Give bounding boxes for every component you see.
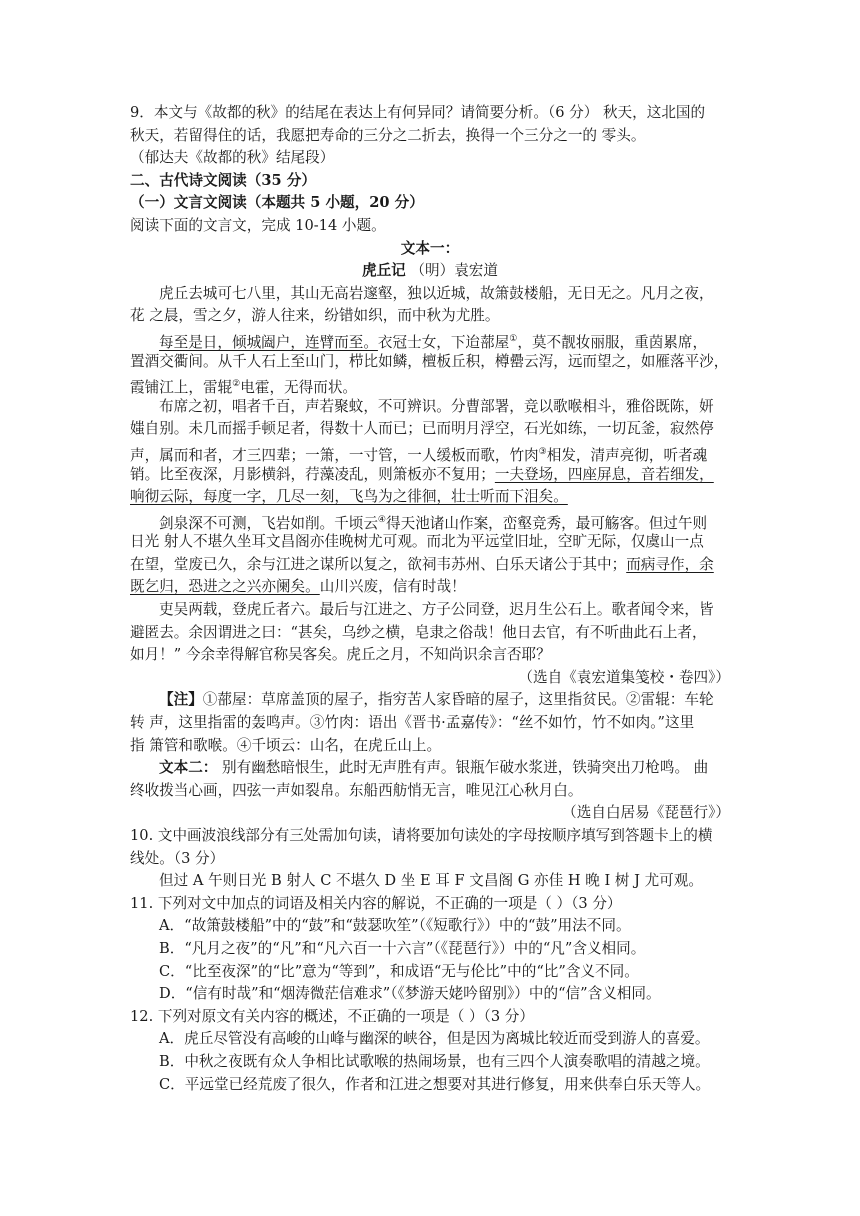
p4-text-1b: 得天池诸山作案，峦壑竞秀，最可觞客。但过午则 <box>386 514 708 532</box>
p2-line-1 <box>130 328 730 351</box>
q11-option-d: D．“信有时哉”和“烟涛微茫信难求”（《梦游天姥吟留别》）中的“信”含义相同。 <box>159 985 661 1003</box>
p3-line-1: 布席之初，唱者千百，声若聚蚊，不可辨识。分曹部署，竞以歌喉相斗，雅俗既陈，妍 <box>159 397 714 415</box>
p4-text-3a: 在望，堂废已久，余与江进之谋所以复之，欲祠韦苏州、白乐天诸公于其中； <box>130 555 627 573</box>
p3-line-4 <box>130 464 730 487</box>
q12-option-c: C．平远堂已经荒废了很久，作者和江进之想要对其进行修复，用来供奉白乐天等人。 <box>159 1075 711 1093</box>
notes-label: 【注】 <box>159 691 203 709</box>
p3-underlined-5: 响彻云际，每度一字，几尽一刻，飞鸟为之徘徊，壮士听而下泪矣。 <box>130 488 568 506</box>
text2-source: （选自白居易《琵琶行》） <box>562 804 730 822</box>
note-ref-1: ① <box>509 333 518 344</box>
p4-text-4b: 山川兴废，信有时哉！ <box>319 578 466 596</box>
section-title: 二、古代诗文阅读（35 分） <box>130 171 316 189</box>
p4-underlined-4: 既乞归，恐进之之兴亦阑矣。 <box>130 578 320 596</box>
notes-line-2: 转 声，这里指雷的轰鸣声。③竹肉：语出《晋书·孟嘉传》：“丝不如竹，竹不如肉。”这里 <box>130 714 695 732</box>
p4-line-2: 日光 射人不堪久坐耳文昌阁亦佳晚树尤可观。而北为平远堂旧址，空旷无际，仅虞山一点 <box>130 533 704 551</box>
text1-source: （选自《袁宏道集笺校・卷四》） <box>518 668 730 686</box>
p2-line-3 <box>130 373 730 396</box>
notes-line-3: 指 箫管和歌喉。④千顷云：山名，在虎丘山上。 <box>130 736 442 754</box>
text2-label: 文本二： <box>159 759 218 777</box>
text1-heading <box>130 260 730 283</box>
p5-line-3: 如月！” 今余幸得解官称吴客矣。虎丘之月，不知尚识余言否耶？ <box>130 646 551 664</box>
text1-label: 文本一： <box>400 239 460 257</box>
q10-line-3: 但过 A 午则日光 B 射人 C 不堪久 D 坐 E 耳 F 文昌阁 G 亦佳 H 晚 I 树 J 尤可观。 <box>159 872 703 890</box>
p3-text-3: 声，属而和者，才三四辈；一箫，一寸管，一人缓板而歌，竹肉 <box>130 446 539 464</box>
text2-text-1: 别有幽愁暗恨生，此时无声胜有声。银瓶乍破水浆迸，铁骑突出刀枪鸣。 曲 <box>217 759 709 777</box>
text1-author: （明）袁宏道 <box>410 262 498 280</box>
p2-underlined-sentence: 每至是日，倾城阖户，连臂而至。 <box>159 333 378 351</box>
p3-line-3 <box>130 441 730 464</box>
notes-line-1 <box>130 689 730 712</box>
subsection-title: （一）文言文阅读（本题共 5 小题，20 分） <box>130 194 424 212</box>
p5-line-2: 避匿去。余因谓进之曰：“甚矣，乌纱之横，皂隶之俗哉！他日去官，有不听曲此石上者， <box>130 623 707 641</box>
p2-text-b: ，莫不靓妆丽服，重茵累席， <box>517 333 708 351</box>
q11-option-b: B．“凡月之夜”的“凡”和“凡六百一十六言”（《琵琶行》）中的“凡”含义相同。 <box>159 939 646 957</box>
p2-line-2: 置酒交衢间。从千人石上至山门，栉比如鳞，檀板丘积，樽罍云泻，远而望之，如雁落平沙， <box>130 352 729 370</box>
p3-text-3c: 相发，清声亮彻，听者魂 <box>546 446 708 464</box>
document-page <box>130 102 730 1096</box>
q12-stem: 12. 下列对原文有关内容的概述，不正确的一项是（ ）（3 分） <box>130 1007 534 1025</box>
q12-option-a: A．虎丘尽管没有高峻的山峰与幽深的峡谷，但是因为离城比较近而受到游人的喜爱。 <box>159 1030 710 1048</box>
reading-instruction: 阅读下面的文言文，完成 10-14 小题。 <box>130 216 386 234</box>
p3-line-2: 媸自别。未几而摇手顿足者，得数十人而已；已而明月浮空，石光如练，一切瓦釜，寂然停 <box>130 420 714 438</box>
p2-text-a: 衣冠士女，下迨蔀屋 <box>377 333 510 351</box>
q9-line-1: 9．本文与《故都的秋》的结尾在表达上有何异同？请简要分析。（6 分） 秋天，这北国的 <box>130 104 706 121</box>
q10-line-2: 线处。（3 分） <box>130 849 225 867</box>
note-ref-3: ③ <box>538 446 547 457</box>
text2-line-2: 终收拨当心画，四弦一声如裂帛。东船西舫悄无言，唯见江心秋月白。 <box>130 781 583 799</box>
text1-title: 虎丘记 <box>361 262 406 280</box>
p4-line-4 <box>130 576 730 599</box>
q11-option-c: C．“比至夜深”的“比”意为“等到”，和成语“无与伦比”中的“比”含义不同。 <box>159 962 639 980</box>
p4-underlined-3: 而病寻作，余 <box>626 555 714 573</box>
p4-line-3 <box>130 554 730 577</box>
q12-option-b: B．中秋之夜既有众人争相比试歌喉的热闹场景，也有三四个人演奏歌唱的清越之境。 <box>159 1052 710 1070</box>
p1-line-1: 虎丘去城可七八里，其山无高岩邃壑，独以近城，故箫鼓楼船，无日无之。凡月之夜， <box>159 284 714 302</box>
p2-text-3b: 电霍，无得而状。 <box>240 378 358 396</box>
q11-option-a: A．“故箫鼓楼船”中的“鼓”和“鼓瑟吹笙”（《短歌行》）中的“鼓”用法不同。 <box>159 917 631 935</box>
q9-line-3: （郁达夫《故都的秋》结尾段） <box>130 149 335 167</box>
p5-line-1: 吏吴两载，登虎丘者六。最后与江进之、方子公同登，迟月生公石上。歌者闻令来，皆 <box>159 601 714 619</box>
p3-underlined-4: 一夫登场，四座屏息，音若细发， <box>494 465 714 483</box>
q11-stem: 11. 下列对文中加点的词语及相关内容的解说，不正确的一项是（ ）（3 分） <box>130 894 622 912</box>
p3-text-4a: 销。比至夜深，月影横斜，荇藻凌乱，则箫板亦不复用； <box>130 465 495 483</box>
q9-line-2: 秋天，若留得住的话，我愿把寿命的三分之二折去，换得一个三分之一的 零头。 <box>130 126 646 144</box>
notes-text-1: ①蔀屋：草席盖顶的屋子，指穷苦人家昏暗的屋子，这里指贫民。②雷辊：车轮 <box>202 691 714 709</box>
note-ref-4: ④ <box>377 514 386 525</box>
p4-text-1a: 剑泉深不可测，飞岩如削。千顷云 <box>159 514 378 532</box>
p4-line-1 <box>130 509 730 532</box>
p2-text-3a: 霞铺江上，雷辊 <box>130 378 233 396</box>
p1-line-2: 花 之晨，雪之夕，游人往来，纷错如织，而中秋为尤胜。 <box>130 307 500 325</box>
p3-line-5 <box>130 486 730 509</box>
q10-line-1: 10. 文中画波浪线部分有三处需加句读，请将要加句读处的字母按顺序填写到答题卡上的横 <box>130 827 713 844</box>
note-ref-2: ② <box>232 379 241 390</box>
text2-line-1 <box>130 757 730 780</box>
